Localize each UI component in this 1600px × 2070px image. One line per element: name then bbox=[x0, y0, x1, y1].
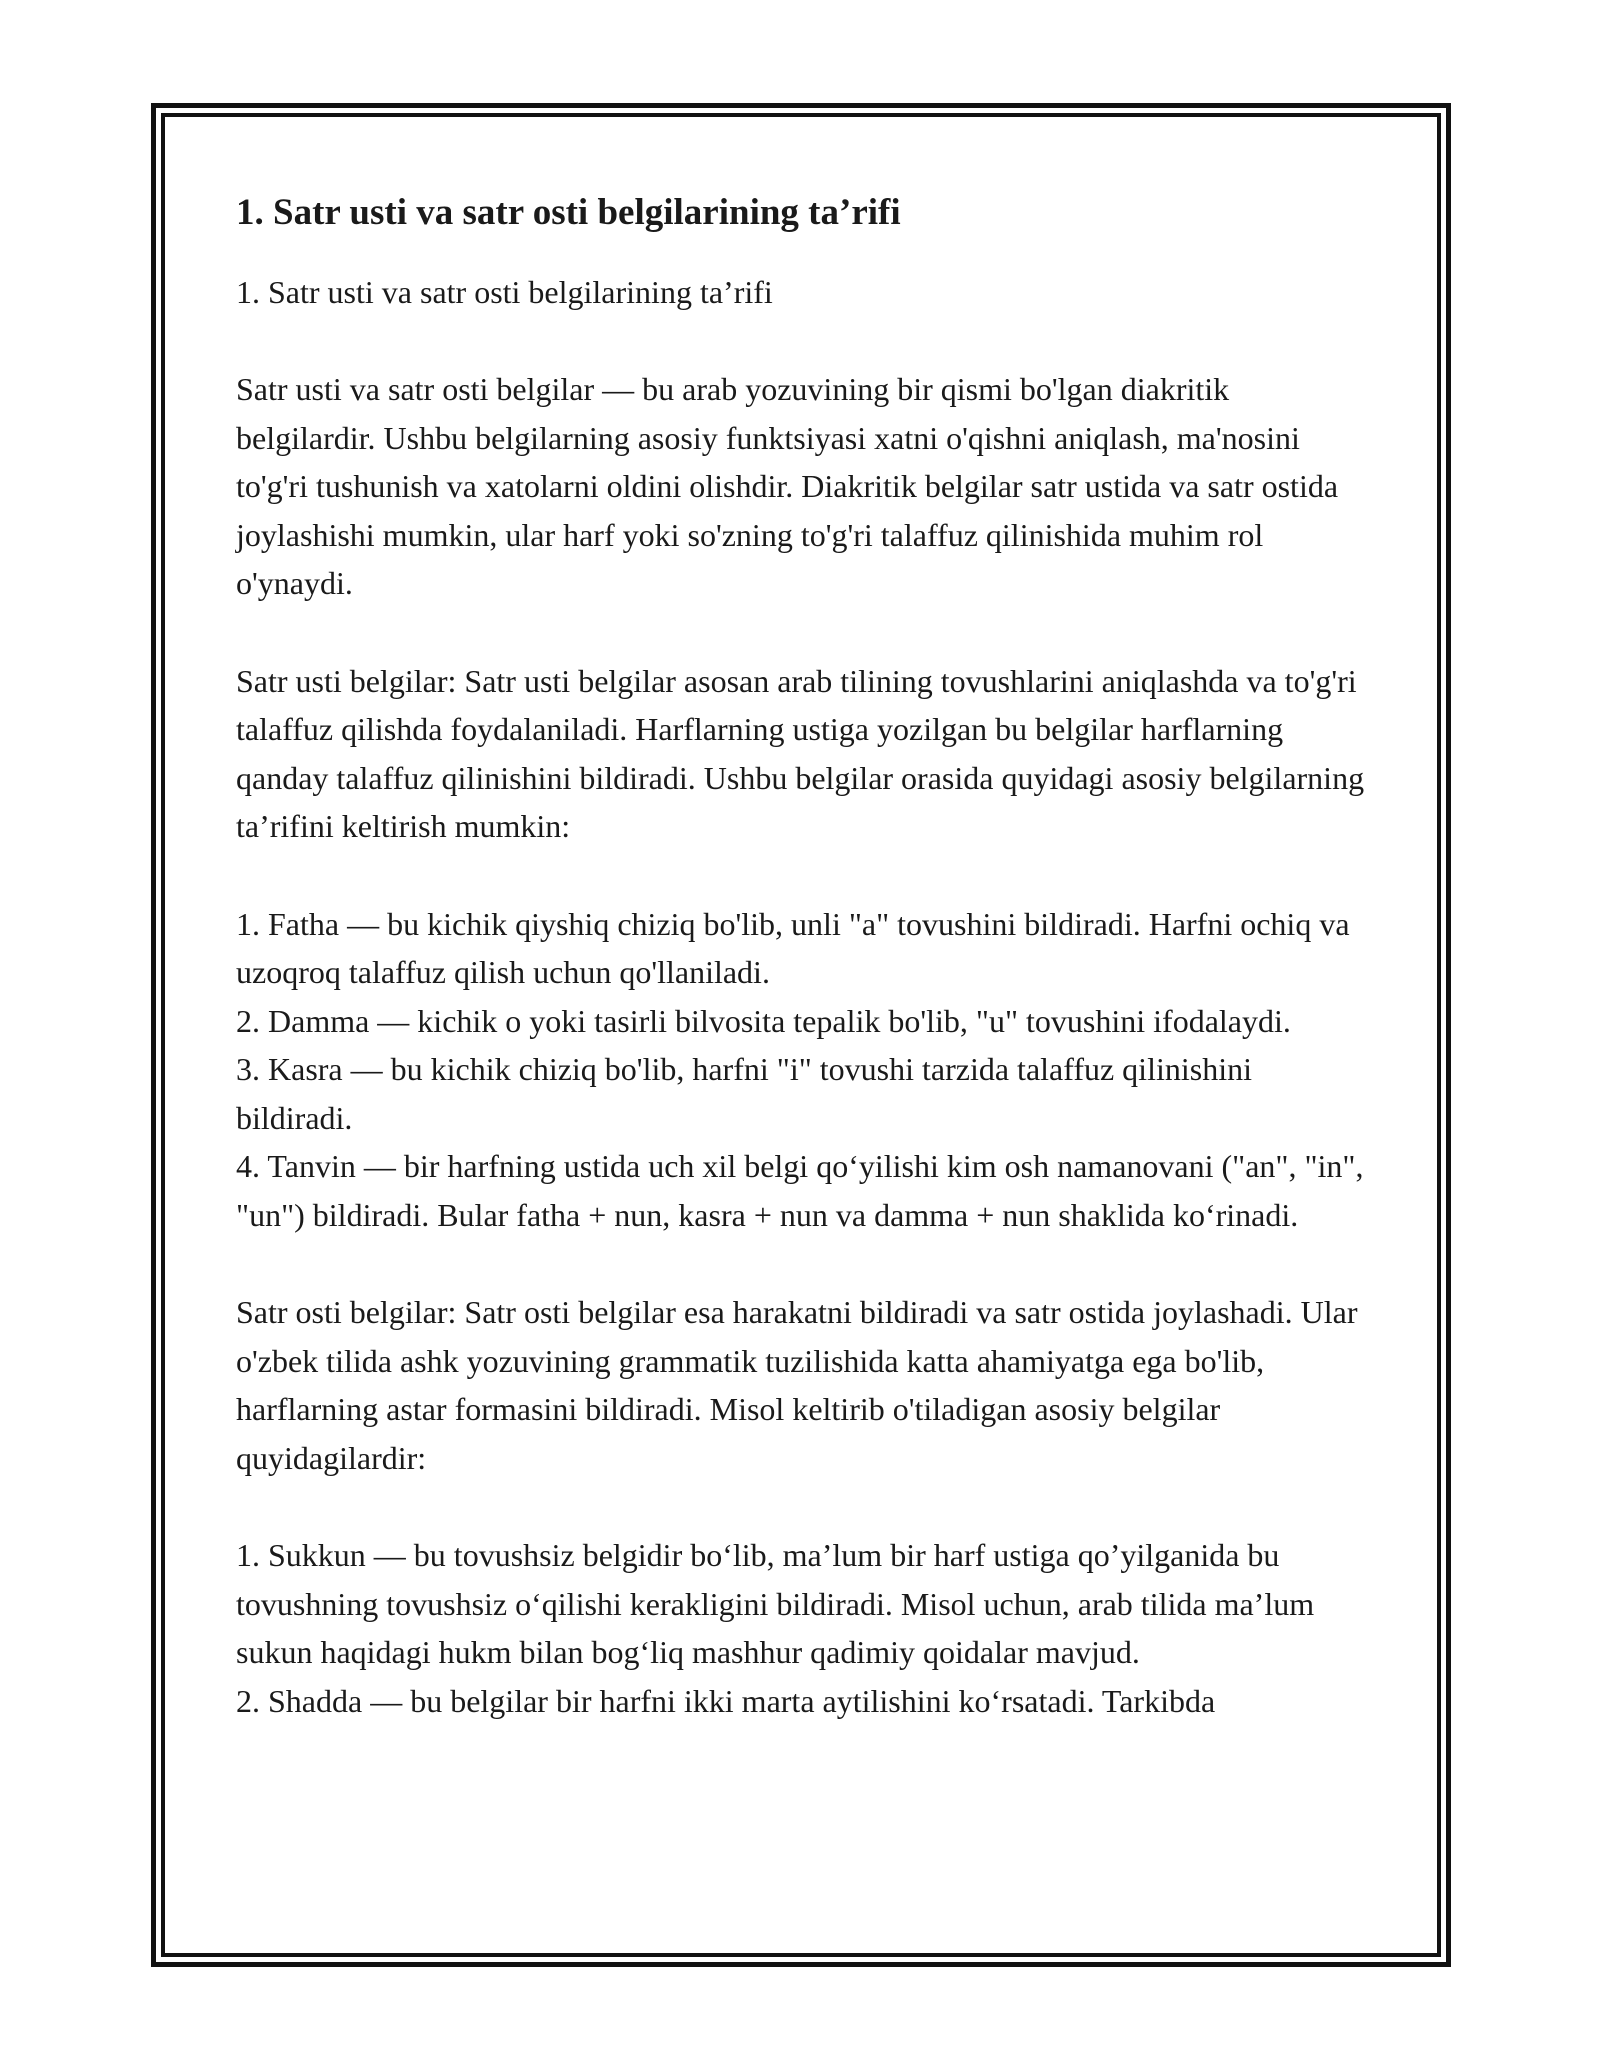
list-item: 1. Fatha — bu kichik qiyshiq chiziq bo'lib, unli "a" tovushini bildiradi. Harfni ochiq va uzoqroq talaffuz qilish uchun qo'llaniladi. bbox=[236, 905, 1350, 990]
list-item: 3. Kasra — bu kichik chiziq bo'lib, harfni "i" tovushi tarzida talaffuz qilinishini bildiradi. bbox=[236, 1051, 1252, 1136]
document-body bbox=[236, 186, 1376, 1725]
intro-paragraph: Satr usti va satr osti belgilar — bu arab yozuvining bir qismi bo'lgan diakritik belgilardir. Ushbu belgilarning asosiy funktsiyasi xatni o'qishni aniqlash, ma'nosini to'g'ri tushunish va xatolarni oldini olishdir. Diakritik belgilar satr ustida va satr ostida joylashishi mumkin, ular harf yoki so'zning to'g'ri talaffuz qilinishida muhim rol o'ynaydi. bbox=[236, 371, 1339, 601]
above-line-marks-list bbox=[236, 900, 1376, 1240]
list-item: 2. Damma — kichik o yoki tasirli bilvosita tepalik bo'lib, "u" tovushini ifodalaydi. bbox=[236, 1002, 1291, 1039]
list-item: 2. Shadda — bu belgilar bir harfni ikki marta aytilishini ko‘rsatadi. Tarkibda bbox=[236, 1682, 1216, 1719]
above-line-marks-intro: Satr usti belgilar: Satr usti belgilar asosan arab tilining tovushlarini aniqlashda va to'g'ri talaffuz qilishda foydalaniladi. Harflarning ustiga yozilgan bu belgilar harflarning qanday talaffuz qilinishini bildiradi. Ushbu belgilar orasida quyidagi asosiy belgilarning ta’rifini keltirish mumkin: bbox=[236, 662, 1365, 844]
document-subtitle: 1. Satr usti va satr osti belgilarining ta’rifi bbox=[236, 274, 773, 310]
list-item: 1. Sukkun — bu tovushsiz belgidir bo‘lib, ma’lum bir harf ustiga qo’yilganida bu tovushning tovushsiz o‘qilishi kerakligini bildiradi. Misol uchun, arab tilida ma’lum sukun haqidagi hukm bilan bog‘liq mashhur qadimiy qoidalar mavjud. bbox=[236, 1537, 1315, 1670]
below-line-marks-list bbox=[236, 1531, 1376, 1725]
below-line-marks-intro: Satr osti belgilar: Satr osti belgilar esa harakatni bildiradi va satr ostida joylashadi. Ular o'zbek tilida ashk yozuvining grammatik tuzilishida katta ahamiyatga ega bo'lib, harflarning astar formasini bildiradi. Misol keltirib o'tiladigan asosiy belgilar quyidagilardir: bbox=[236, 1294, 1358, 1476]
list-item: 4. Tanvin — bir harfning ustida uch xil belgi qo‘yilishi kim osh namanovani ("an", "in", "un") bildiradi. Bular fatha + nun, kasra + nun va damma + nun shaklida ko‘rinadi. bbox=[236, 1148, 1364, 1233]
document-title: 1. Satr usti va satr osti belgilarining ta’rifi bbox=[236, 192, 901, 233]
